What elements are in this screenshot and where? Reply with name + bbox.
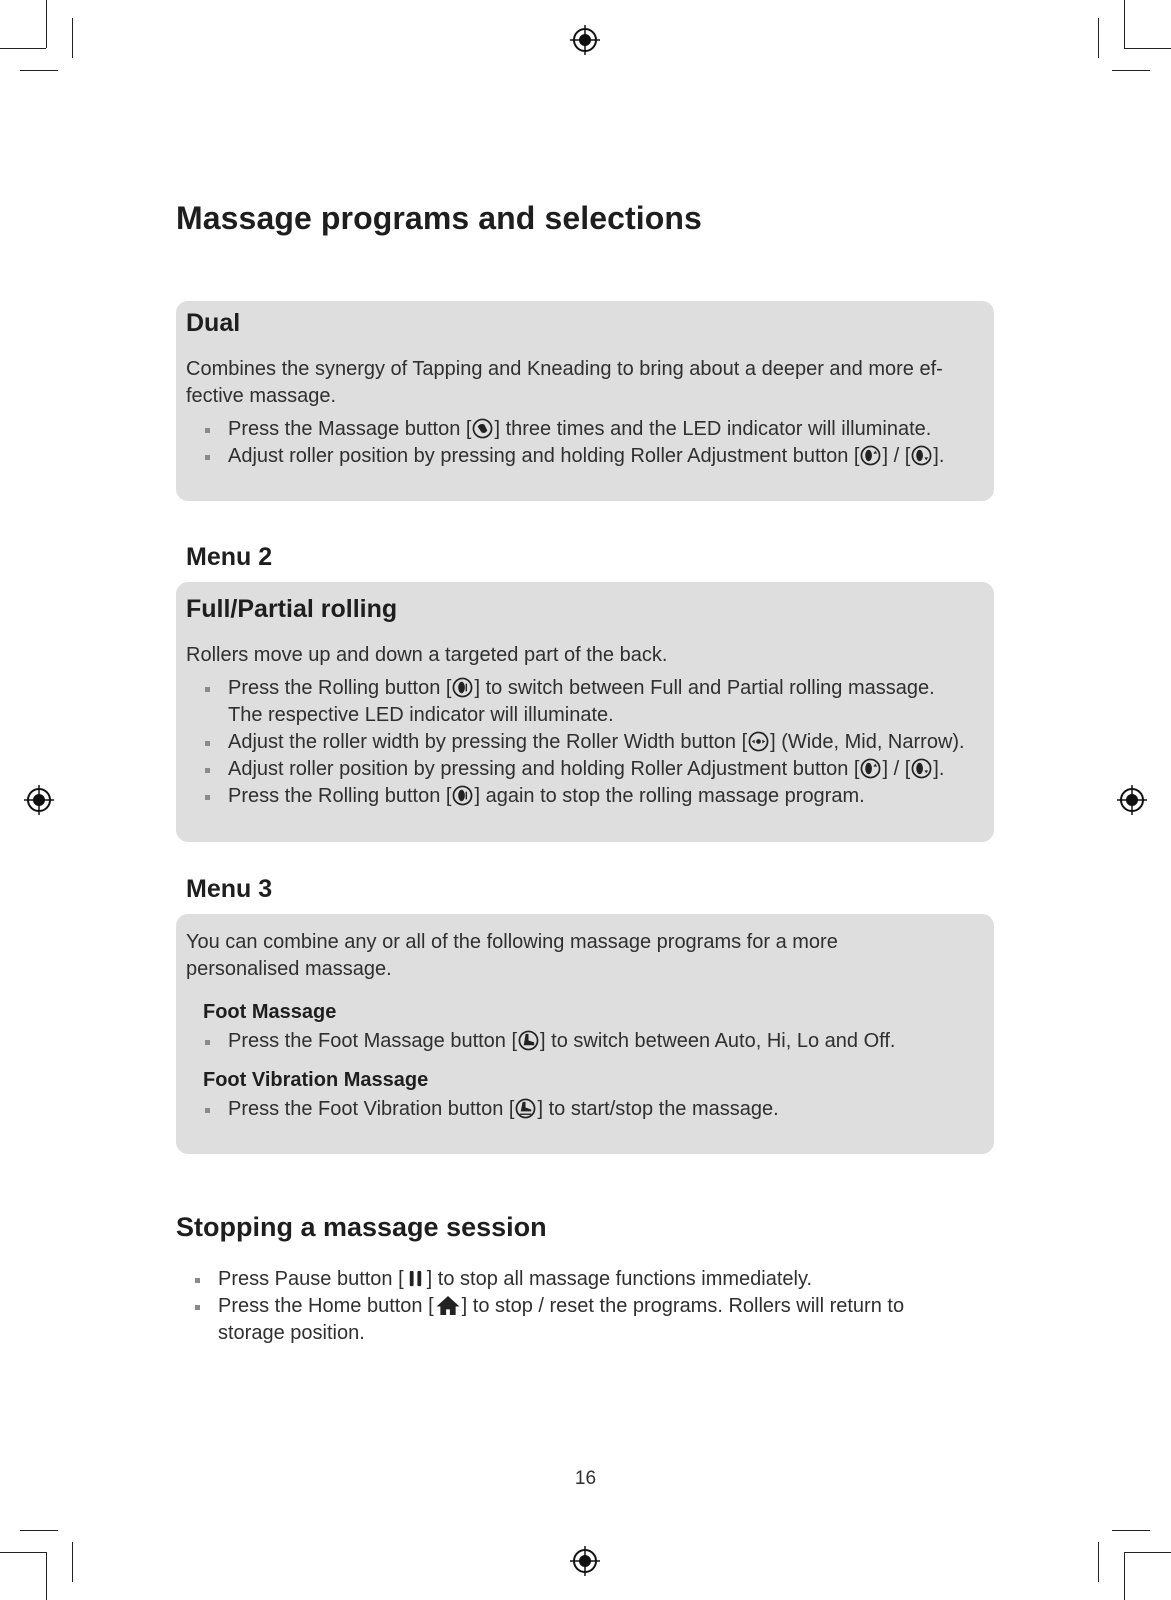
list-item xyxy=(186,756,984,783)
menu3-description xyxy=(186,929,984,983)
bullet-text: Press the Foot Vibration button [ xyxy=(228,1098,515,1120)
roller-width-icon xyxy=(748,731,769,752)
crop-mark xyxy=(72,18,73,58)
registration-mark-icon xyxy=(570,25,600,55)
pause-icon xyxy=(405,1268,426,1289)
list-item xyxy=(186,783,984,810)
crop-mark xyxy=(1124,0,1125,48)
foot-vibration-icon xyxy=(515,1098,536,1119)
crop-mark xyxy=(20,1530,58,1531)
bullet-text: Press Pause button [ xyxy=(218,1268,404,1290)
foot-massage-icon xyxy=(518,1030,539,1051)
crop-mark xyxy=(1112,70,1150,71)
crop-mark xyxy=(46,0,47,48)
registration-mark-icon xyxy=(570,1546,600,1576)
description-line: You can combine any or all of the following massage programs for a more xyxy=(186,931,838,953)
bullet-text: ] again to stop the rolling massage program. xyxy=(474,785,865,807)
bullet-text: ]. xyxy=(933,445,945,467)
bullet-text: ] to start/stop the massage. xyxy=(537,1098,779,1120)
bullet-text: Adjust the roller width by pressing the Roller Width button [ xyxy=(228,731,748,753)
crop-mark xyxy=(46,1552,47,1600)
list-item xyxy=(176,1266,976,1293)
foot-massage-bullet-list xyxy=(186,1028,984,1055)
page-title: Massage programs and selections xyxy=(176,200,702,236)
roller-up-icon xyxy=(860,445,881,466)
crop-mark xyxy=(1124,1552,1171,1553)
crop-mark xyxy=(1098,18,1099,58)
menu3-heading: Menu 3 xyxy=(186,875,273,903)
dual-bullet-list xyxy=(186,416,984,470)
bullet-text: ] / [ xyxy=(882,758,911,780)
crop-mark xyxy=(1112,1530,1150,1531)
bullet-text: Press the Massage button [ xyxy=(228,418,472,440)
bullet-text: storage position. xyxy=(218,1322,365,1344)
full-partial-rolling-heading: Full/Partial rolling xyxy=(186,595,398,623)
rolling-description: Rollers move up and down a targeted part of the back. xyxy=(186,644,668,666)
menu3-section xyxy=(176,914,994,1154)
rolling-icon xyxy=(452,677,473,698)
crop-mark xyxy=(0,1552,46,1553)
list-item xyxy=(186,443,984,470)
list-item xyxy=(186,416,984,443)
foot-massage-heading: Foot Massage xyxy=(203,1001,337,1023)
bullet-text: Adjust roller position by pressing and holding Roller Adjustment button [ xyxy=(228,445,860,467)
dual-section xyxy=(176,301,994,501)
crop-mark xyxy=(1098,1542,1099,1582)
roller-down-icon xyxy=(911,445,932,466)
bullet-text: Press the Home button [ xyxy=(218,1295,434,1317)
bullet-text: Adjust roller position by pressing and holding Roller Adjustment button [ xyxy=(228,758,860,780)
home-icon xyxy=(435,1295,461,1316)
massage-icon xyxy=(472,418,493,439)
bullet-text: ] / [ xyxy=(882,445,911,467)
bullet-text: Press the Rolling button [ xyxy=(228,677,452,699)
registration-mark-icon xyxy=(24,785,54,815)
crop-mark xyxy=(1124,1552,1125,1600)
bullet-text: Press the Foot Massage button [ xyxy=(228,1030,518,1052)
bullet-text: Press the Rolling button [ xyxy=(228,785,452,807)
page-number: 16 xyxy=(574,1468,597,1489)
bullet-text: ] (Wide, Mid, Narrow). xyxy=(770,731,965,753)
rolling-bullet-list xyxy=(186,675,984,810)
dual-description xyxy=(186,356,984,410)
foot-vibration-heading: Foot Vibration Massage xyxy=(203,1069,429,1091)
bullet-text: ] to stop / reset the programs. Rollers will return to xyxy=(461,1295,905,1317)
list-item xyxy=(186,1028,984,1055)
bullet-text: ] three times and the LED indicator will illuminate. xyxy=(494,418,932,440)
crop-mark xyxy=(72,1542,73,1582)
crop-mark xyxy=(1124,48,1171,49)
full-partial-rolling-section xyxy=(176,582,994,842)
bullet-text: ] to switch between Full and Partial rolling massage. xyxy=(474,677,935,699)
rolling-icon xyxy=(452,785,473,806)
bullet-text: ]. xyxy=(933,758,945,780)
description-line: Combines the synergy of Tapping and Kneading to bring about a deeper and more ef- xyxy=(186,358,943,380)
menu2-heading: Menu 2 xyxy=(186,543,273,571)
stopping-heading: Stopping a massage session xyxy=(176,1212,547,1242)
list-item xyxy=(186,1096,984,1123)
dual-heading: Dual xyxy=(186,309,241,337)
roller-up-icon xyxy=(860,758,881,779)
crop-mark xyxy=(0,48,46,49)
list-item xyxy=(186,675,984,729)
list-item xyxy=(186,729,984,756)
bullet-text: ] to switch between Auto, Hi, Lo and Off. xyxy=(540,1030,896,1052)
crop-mark xyxy=(20,70,58,71)
description-line: personalised massage. xyxy=(186,958,392,980)
bullet-text: ] to stop all massage functions immediately. xyxy=(426,1268,813,1290)
stopping-bullet-list xyxy=(176,1266,976,1347)
bullet-text: The respective LED indicator will illuminate. xyxy=(228,704,614,726)
registration-mark-icon xyxy=(1117,785,1147,815)
roller-down-icon xyxy=(911,758,932,779)
description-line: fective massage. xyxy=(186,385,337,407)
list-item xyxy=(176,1293,976,1347)
foot-vibration-bullet-list xyxy=(186,1096,984,1123)
